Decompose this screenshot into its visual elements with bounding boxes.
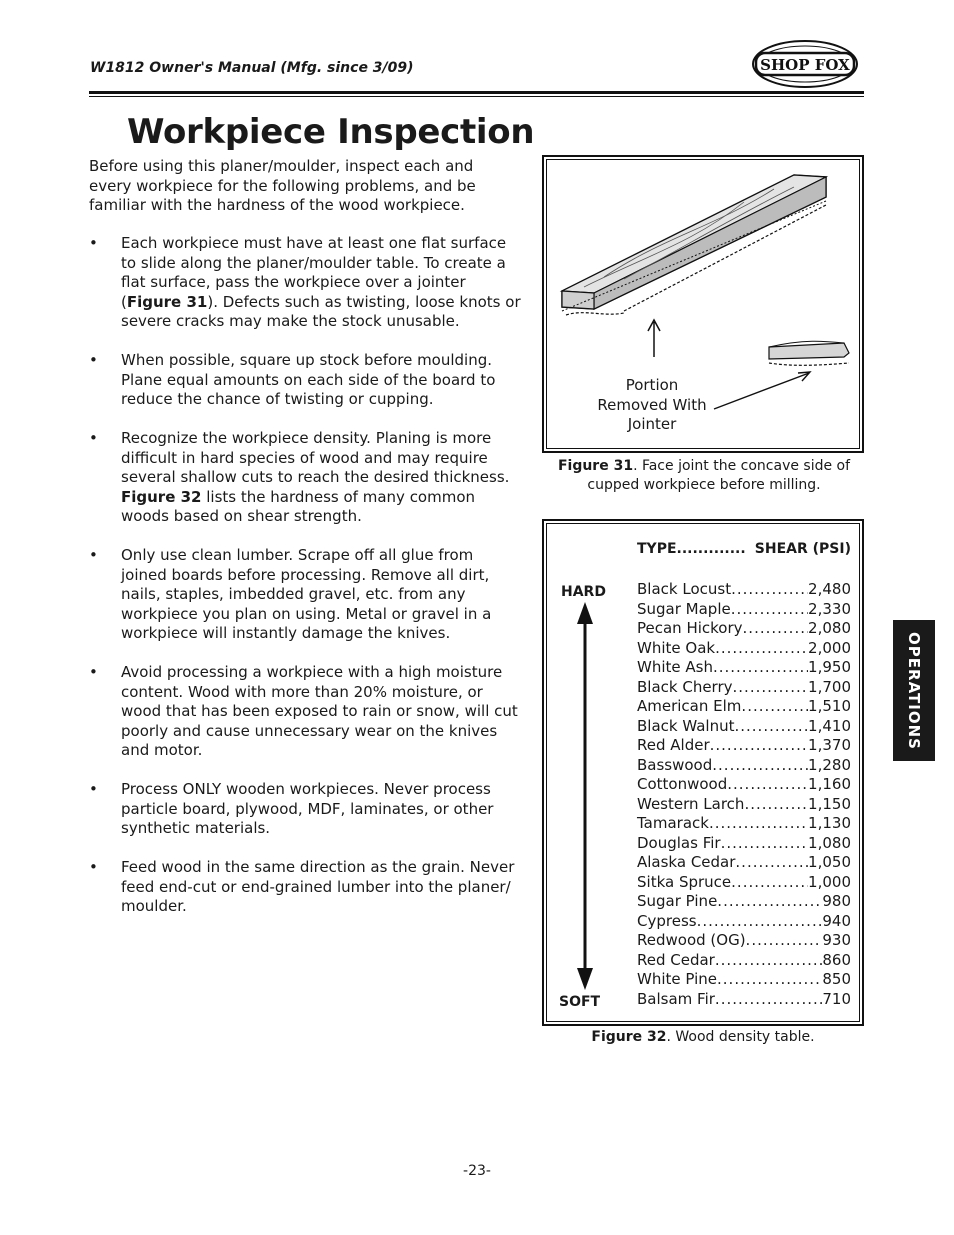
leader-dots [717, 892, 822, 912]
operations-tab: OPERATIONS [893, 620, 935, 761]
double-arrow-icon [574, 600, 596, 992]
wood-name: Red Alder [637, 736, 710, 754]
wood-density-table [637, 580, 851, 1009]
intro-paragraph: Before using this planer/moulder, inspect each and every workpiece for the following problems, and be familiar with the hardness of the wood workpiece. [89, 157, 476, 214]
shear-value: 710 [822, 989, 851, 1008]
wood-name: Sugar Maple [637, 599, 731, 618]
svg-text:SHOP FOX: SHOP FOX [760, 56, 850, 74]
shear-value: 1,000 [808, 872, 851, 891]
leader-dots [712, 756, 808, 776]
figure-ref: Figure 32 [121, 487, 202, 506]
table-row [637, 775, 851, 795]
table-row [637, 931, 851, 951]
shear-value: 940 [822, 911, 851, 930]
wood-name: Sugar Pine [637, 892, 718, 910]
leader-dots [744, 795, 808, 815]
leader-dots [734, 717, 808, 737]
figure-31-label: Portion Removed With Jointer [597, 376, 707, 433]
shear-value: 2,080 [808, 619, 851, 637]
shear-value: 1,950 [808, 658, 851, 676]
shear-value: 860 [822, 950, 851, 969]
wood-name: Balsam Fir [637, 989, 715, 1008]
table-row [637, 795, 851, 815]
leader-dots [717, 970, 822, 990]
list-item: • Feed wood in the same direction as the grain. Never feed end-cut or end-grained lumber into the planer/ moulder. [89, 858, 515, 915]
wood-name: Black Cherry [637, 677, 733, 696]
shear-value: 1,160 [808, 775, 851, 793]
leader-dots [710, 736, 808, 756]
shear-value: 1,410 [808, 716, 851, 735]
wood-name: Basswood [637, 755, 713, 774]
figure-32-caption: Figure 32. Wood density table. [591, 1029, 815, 1045]
manual-title: W1812 Owner's Manual (Mfg. since 3/09) [90, 60, 414, 76]
bullet-glyph: • [89, 780, 98, 798]
wood-name: White Ash [637, 658, 713, 676]
wood-name: Red Cedar [637, 950, 715, 969]
table-row [637, 814, 851, 834]
table-row [637, 892, 851, 912]
shear-value: 1,130 [808, 814, 851, 832]
list-item: • Avoid processing a workpiece with a high moisture content. Wood with more than 20% moisture, or wood that has been exposed to rain or snow, will cut poorly and cause unnecessary wear on the knives and motor. [89, 663, 518, 759]
shear-value: 930 [822, 931, 851, 949]
shear-value: 1,080 [808, 833, 851, 852]
leader-dots [731, 600, 808, 620]
shear-value: 1,150 [808, 794, 851, 813]
table-row [637, 678, 851, 698]
leader-dots [727, 775, 808, 795]
wood-name: White Oak [637, 638, 716, 657]
bullet-glyph: • [89, 351, 98, 369]
table-row [637, 658, 851, 678]
table-row [637, 834, 851, 854]
table-row [637, 912, 851, 932]
wood-name: Cypress [637, 911, 697, 930]
table-row [637, 873, 851, 893]
shear-value: 1,280 [808, 755, 851, 774]
wood-name: White Pine [637, 970, 718, 988]
inspection-list [89, 234, 521, 936]
wood-name: Black Walnut [637, 716, 735, 735]
header-rule [89, 91, 864, 94]
table-row [637, 639, 851, 659]
wood-name: Cottonwood [637, 775, 728, 793]
table-row [637, 990, 851, 1010]
leader-dots [746, 931, 823, 951]
bullet-glyph: • [89, 858, 98, 876]
shear-value: 1,510 [808, 697, 851, 715]
page-title: Workpiece Inspection [127, 112, 535, 152]
table-row [637, 756, 851, 776]
leader-dots [715, 639, 808, 659]
shear-value: 2,000 [808, 638, 851, 657]
wood-name: American Elm [637, 697, 742, 715]
table-row [637, 853, 851, 873]
wood-name: Western Larch [637, 794, 745, 813]
wood-name: Redwood (OG) [637, 931, 746, 949]
figure-31-caption: Figure 31. Face joint the concave side of cupped workpiece before milling. [557, 458, 851, 493]
wood-name: Sitka Spruce [637, 872, 732, 891]
shear-value: 2,330 [808, 599, 851, 618]
shop-fox-logo [750, 38, 860, 90]
leader-dots [715, 990, 822, 1010]
table-row [637, 600, 851, 620]
list-item: • Only use clean lumber. Scrape off all glue from joined boards before processing. Remove all dirt, nails, staples, imbedded gravel, etc. from any workpiece you plan on using. Metal or gravel in a workpiece will instantly damage the knives. [89, 546, 492, 642]
leader-dots [721, 834, 808, 854]
leader-dots [733, 678, 809, 698]
shear-value: 2,480 [808, 580, 851, 598]
leader-dots [731, 873, 808, 893]
table-row [637, 619, 851, 639]
list-item: • When possible, square up stock before moulding. Plane equal amounts on each side of the board to reduce the chance of twisting or cupping. [89, 351, 496, 408]
leader-dots [709, 814, 808, 834]
wood-name: Douglas Fir [637, 833, 721, 852]
shear-value: 850 [822, 970, 851, 988]
bullet-glyph: • [89, 234, 98, 252]
table-row [637, 580, 851, 600]
bullet-glyph: • [89, 663, 98, 681]
table-header: TYPE ............. SHEAR (PSI) [637, 541, 851, 557]
leader-dots [743, 619, 809, 639]
table-row [637, 970, 851, 990]
hard-label: HARD [561, 584, 606, 600]
leader-dots [731, 580, 808, 600]
list-item: • Each workpiece must have at least one flat surface to slide along the planer/moulder table. To create a flat surface, pass the workpiece over a jointer (Figure 31). Defects such as twisting, loose knots or severe cracks may make the stock unusable. [89, 234, 521, 330]
shear-value: 1,050 [808, 853, 851, 871]
leader-dots [735, 853, 808, 873]
wood-name: Black Locust [637, 580, 732, 598]
shear-value: 1,370 [808, 736, 851, 754]
shear-value: 1,700 [808, 677, 851, 696]
table-row [637, 697, 851, 717]
shear-value: 980 [822, 892, 851, 910]
leader-dots [697, 912, 823, 932]
soft-label: SOFT [559, 994, 601, 1010]
bullet-glyph: • [89, 546, 98, 564]
wood-name: Pecan Hickory [637, 619, 743, 637]
table-row [637, 951, 851, 971]
list-item: • Recognize the workpiece density. Planing is more difficult in hard species of wood and may require several shallow cuts to reach the desired thickness. Figure 32 lists the hardness of many common woods based on shear strength. [89, 429, 510, 525]
table-row [637, 717, 851, 737]
leader-dots [741, 697, 808, 717]
wood-name: Alaska Cedar [637, 853, 736, 871]
header-rule-thin [89, 96, 864, 97]
list-item: • Process ONLY wooden workpieces. Never process particle board, plywood, MDF, laminates, or other synthetic materials. [89, 780, 494, 837]
page-number: -23- [463, 1163, 491, 1179]
figure-ref: Figure 31 [126, 292, 208, 311]
bullet-glyph: • [89, 429, 98, 447]
table-row [637, 736, 851, 756]
wood-name: Tamarack [637, 814, 709, 832]
leader-dots [715, 951, 823, 971]
leader-dots [713, 658, 808, 678]
